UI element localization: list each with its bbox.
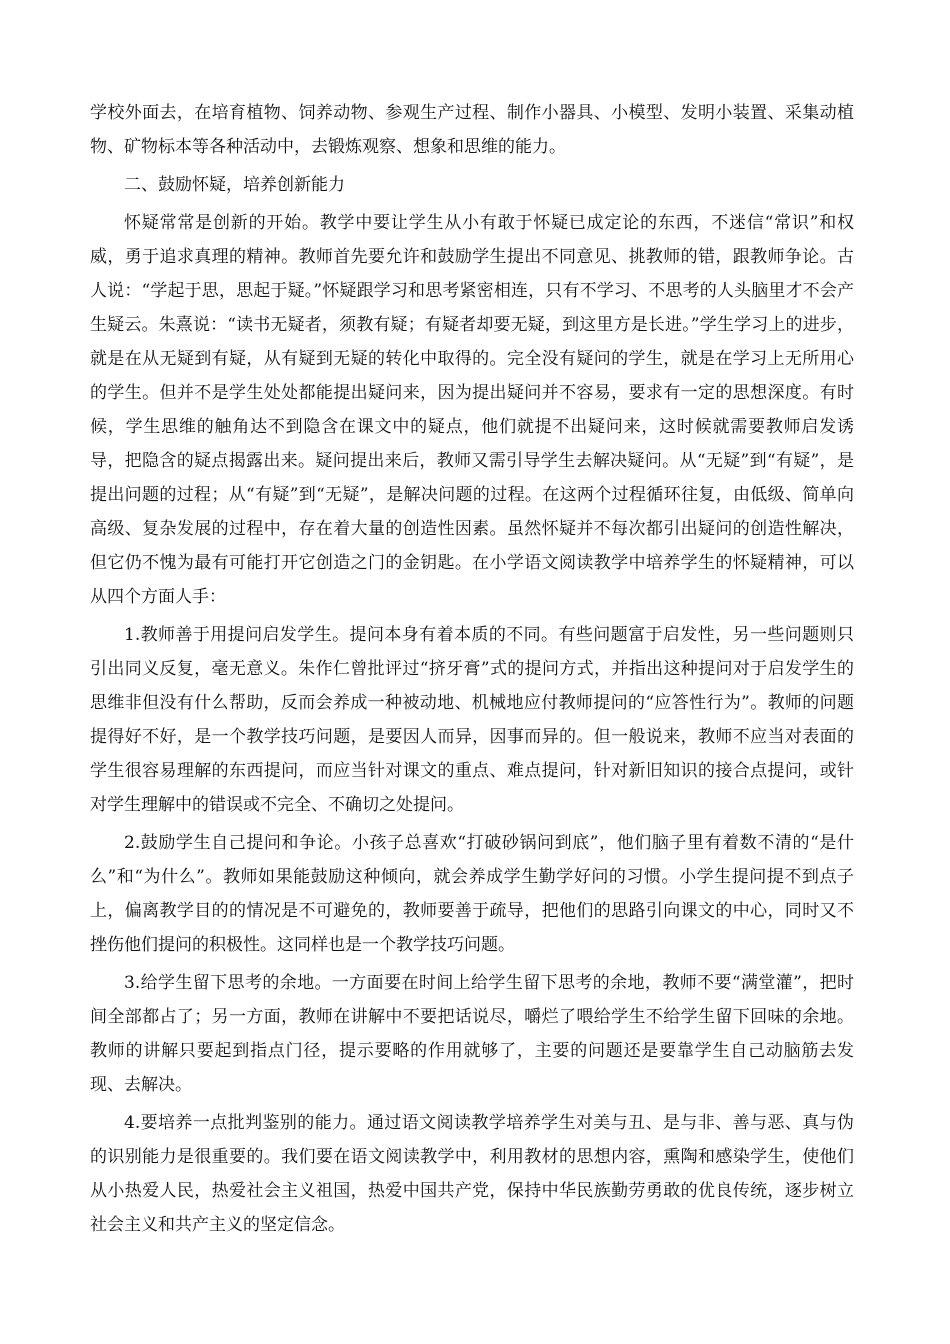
section-heading: 二、鼓励怀疑，培养创新能力 bbox=[124, 175, 345, 195]
paragraph-intro: 怀疑常常是创新的开始。教学中要让学生从小有敢于怀疑已成定论的东西，不迷信“常识”和权威，勇于追求真理的精神。教师首先要允许和鼓励学生提出不同意见、挑教师的错，跟教师争论。古人说：“学起于思，思起于疑。”怀疑跟学习和思考紧密相连，只有不学习、不思考的人头脑里才不会产生疑云。朱熹说：“读书无疑者，须教有疑；有疑者却要无疑，到这里方是长进。”学生学习上的进步，就是在从无疑到有疑，从有疑到无疑的转化中取得的。完全没有疑问的学生，就是在学习上无所用心的学生。但并不是学生处处都能提出疑问来，因为提出疑问并不容易，要求有一定的思想深度。有时候，学生思维的触角达不到隐含在课文中的疑点，他们就提不出疑问来，这时候就需要教师启发诱导，把隐含的疑点揭露出来。疑问提出来后，教师又需引导学生去解决疑问。从“无疑”到“有疑”，是提出问题的过程；从“有疑”到“无疑”，是解决问题的过程。在这两个过程循环往复，由低级、简单向高级、复杂发展的过程中，存在着大量的创造性因素。虽然怀疑并不每次都引出疑问的创造性解决，但它仍不愧为最有可能打开它创造之门的金钥匙。在小学语文阅读教学中培养学生的怀疑精神，可以从四个方面人手： bbox=[90, 213, 854, 607]
document-page bbox=[90, 96, 854, 1246]
list-item-1: 1.教师善于用提问启发学生。提问本身有着本质的不同。有些问题富于启发性，另一些问题则只引出同义反复，毫无意义。朱作仁曾批评过“挤牙膏”式的提问方式，并指出这种提问对于启发学生的思维非但没有什么帮助，反而会养成一种被动地、机械地应付教师提问的“应答性行为”。教师的问题提得好不好，是一个教学技巧问题，是要因人而异，因事而异的。但一般说来，教师不应当对表面的学生很容易理解的东西提问，而应当针对课文的重点、难点提问，针对新旧知识的接合点提问，或针对学生理解中的错误或不完全、不确切之处提问。 bbox=[90, 625, 854, 815]
list-item-4: 4.要培养一点批判鉴别的能力。通过语文阅读教学培养学生对美与丑、是与非、善与恶、真与伪的识别能力是很重要的。我们要在语文阅读教学中，利用教材的思想内容，熏陶和感染学生，使他们从小热爱人民，热爱社会主义祖国，热爱中国共产党，保持中华民族勤劳勇敢的优良传统，逐步树立社会主义和共产主义的坚定信念。 bbox=[90, 1113, 854, 1235]
paragraph-continuation: 学校外面去，在培育植物、饲养动物、参观生产过程、制作小器具、小模型、发明小装置、采集动植物、矿物标本等各种活动中，去锻炼观察、想象和思维的能力。 bbox=[90, 103, 854, 157]
list-item-3: 3.给学生留下思考的余地。一方面要在时间上给学生留下思考的余地，教师不要“满堂灌”，把时间全部都占了；另一方面，教师在讲解中不要把话说尽，嚼烂了喂给学生不给学生留下回味的余地。教师的讲解只要起到指点门径，提示要略的作用就够了，主要的问题还是要靠学生自己动脑筋去发现、去解决。 bbox=[90, 973, 854, 1095]
list-item-2: 2.鼓励学生自己提问和争论。小孩子总喜欢“打破砂锅问到底”，他们脑子里有着数不清的“是什么”和“为什么”。教师如果能鼓励这种倾向，就会养成学生勤学好问的习惯。小学生提问提不到点子上，偏离教学目的的情况是不可避免的，教师要善于疏导，把他们的思路引向课文的中心，同时又不挫伤他们提问的积极性。这同样也是一个教学技巧问题。 bbox=[90, 833, 854, 955]
